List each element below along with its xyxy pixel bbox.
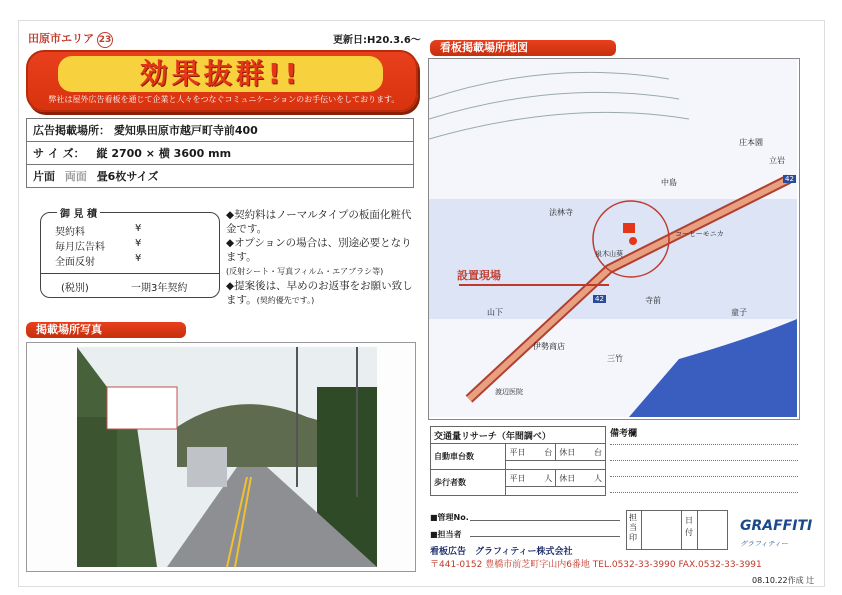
map-label: 寺前 — [645, 296, 661, 305]
note-item — [226, 279, 416, 308]
location-map — [428, 58, 800, 420]
route-sign: 42 — [785, 175, 794, 183]
ped-weekday-cell — [506, 470, 556, 487]
company-address: 〒441-0152 豊橋市前芝町字山内6番地 TEL.0532-33-3990 FAX.0532-33-3991 — [430, 560, 762, 570]
car-unit: 台 — [544, 447, 553, 457]
remarks-title: 備考欄 — [610, 429, 638, 439]
traffic-ped-row — [431, 470, 606, 487]
logo-name: GRAFFITI — [740, 518, 813, 534]
remarks-line — [610, 476, 798, 477]
map-section-title: 看板掲載場所地図 — [430, 40, 616, 56]
updated-date: 更新日:H20.3.6～ — [333, 35, 421, 46]
sided-label: 片面 — [33, 170, 55, 183]
area-label — [28, 30, 113, 48]
spacer-cell — [506, 461, 606, 470]
site-label: 設置現場 — [457, 269, 501, 282]
map-label: 渡辺医院 — [495, 388, 523, 396]
map-label: 山下 — [487, 308, 503, 317]
location-photo — [77, 347, 377, 567]
note-small: (反射シート・写真フィルム・エアブラシ等) — [226, 267, 384, 276]
estimate-label-contract: 契約料 — [55, 227, 85, 238]
spacer-cell — [506, 487, 606, 496]
location-value: 愛知県田原市越戸町寺前400 — [113, 124, 258, 137]
estimate-label-reflect: 全面反射 — [55, 257, 95, 268]
banner-title: 効果抜群!! — [58, 56, 383, 92]
remarks-line — [610, 492, 798, 493]
location-label: 広告掲載場所： — [33, 124, 110, 137]
car-label: 自動車台数 — [431, 444, 506, 470]
note-text: ◆提案後は、早めのお返事をお願い致します。 — [226, 280, 413, 306]
ped-unit: 人 — [544, 473, 553, 483]
car-weekday: 平日 — [509, 447, 526, 457]
ped-holiday: 休日 — [559, 473, 576, 483]
estimate-divider — [41, 273, 219, 274]
estimate-value-contract: ¥ — [135, 223, 142, 234]
map-label: コーヒーモニカ — [675, 230, 724, 238]
logo-kana: グラフィティー — [740, 540, 788, 548]
car-holiday: 休日 — [559, 447, 576, 457]
location-cell — [27, 119, 414, 142]
note-item — [226, 236, 416, 279]
map-label: 泉木山葵 — [595, 250, 623, 258]
map-label: 庄本園 — [739, 138, 763, 147]
sided-muted: 両面 — [64, 170, 87, 183]
ped-unit: 人 — [594, 473, 602, 483]
location-row — [27, 119, 414, 142]
size-cell — [27, 142, 414, 165]
mgmt-number: ■管理No. — [430, 513, 469, 522]
area-name: 田原市エリア — [28, 32, 94, 45]
remarks-line — [610, 444, 798, 445]
remarks-box — [610, 426, 798, 506]
mgmt-number-line — [470, 520, 620, 521]
management-fields — [430, 512, 469, 540]
photo-section-title: 掲載場所写真 — [26, 322, 186, 338]
route-sign: 42 — [595, 295, 604, 303]
sided-cell — [27, 165, 414, 188]
traffic-title: 交通量リサーチ（年間調べ） — [431, 427, 606, 444]
map-label: 立岩 — [769, 156, 785, 165]
note-item — [226, 208, 416, 236]
estimate-value-reflect: ¥ — [135, 253, 142, 264]
mgmt-person-line — [470, 536, 620, 537]
map-label: 中島 — [661, 178, 677, 187]
estimate-title: 御 見 積 — [57, 205, 100, 220]
remarks-line — [610, 460, 798, 461]
sided-value: 畳6枚サイズ — [96, 170, 159, 183]
stamp-divider — [641, 511, 642, 549]
ped-weekday: 平日 — [509, 473, 526, 483]
estimate-tax: (税別) — [61, 283, 89, 294]
promo-banner — [26, 50, 418, 112]
car-weekday-cell — [506, 444, 556, 461]
traffic-title-row — [431, 427, 606, 444]
map-label: 童子 — [731, 308, 747, 317]
estimate-value-monthly: ¥ — [135, 238, 142, 249]
area-number: 23 — [97, 32, 113, 48]
location-photo-frame — [26, 342, 416, 572]
contract-notes — [226, 208, 416, 308]
note-text: ◆オプションの場合は、別途必要となります。 — [226, 237, 412, 263]
date-label: 日付 — [685, 516, 693, 537]
map-label: 伊勢商店 — [533, 342, 565, 351]
mgmt-person: ■担当者 — [430, 530, 462, 539]
map-label: 法林寺 — [549, 208, 573, 217]
traffic-car-row — [431, 444, 606, 461]
banner-subtitle: 弊社は屋外広告看板を通じて企業と人々をつなぐコミュニケーションのお手伝いをしております。 — [48, 95, 400, 104]
size-row — [27, 142, 414, 165]
traffic-table — [430, 426, 606, 496]
ped-holiday-cell — [556, 470, 606, 487]
estimate-term: 一期3年契約 — [131, 283, 188, 294]
note-text: ◆契約料はノーマルタイプの板面化粧代金です。 — [226, 209, 412, 235]
estimate-label-monthly: 毎月広告料 — [55, 242, 105, 253]
map-label: 三竹 — [607, 354, 623, 363]
stamp-divider — [697, 511, 698, 549]
size-value: 縦 2700 × 横 3600 mm — [96, 147, 232, 160]
note-small: (契約優先です。) — [256, 296, 315, 305]
sided-row — [27, 165, 414, 188]
car-holiday-cell — [556, 444, 606, 461]
stamp-date-box — [626, 510, 728, 550]
stamp-label: 担当印 — [629, 513, 637, 542]
ped-label: 歩行者数 — [431, 470, 506, 496]
company-info — [430, 546, 820, 572]
creation-note: 08.10.22作成 辻 — [752, 576, 815, 585]
car-unit: 台 — [594, 447, 602, 457]
estimate-box — [40, 209, 220, 298]
company-name: 看板広告 グラフィティー株式会社 — [430, 547, 573, 557]
stamp-divider — [681, 511, 682, 549]
billboard-info-table — [26, 118, 414, 188]
size-label: サ イ ズ： — [33, 147, 85, 160]
